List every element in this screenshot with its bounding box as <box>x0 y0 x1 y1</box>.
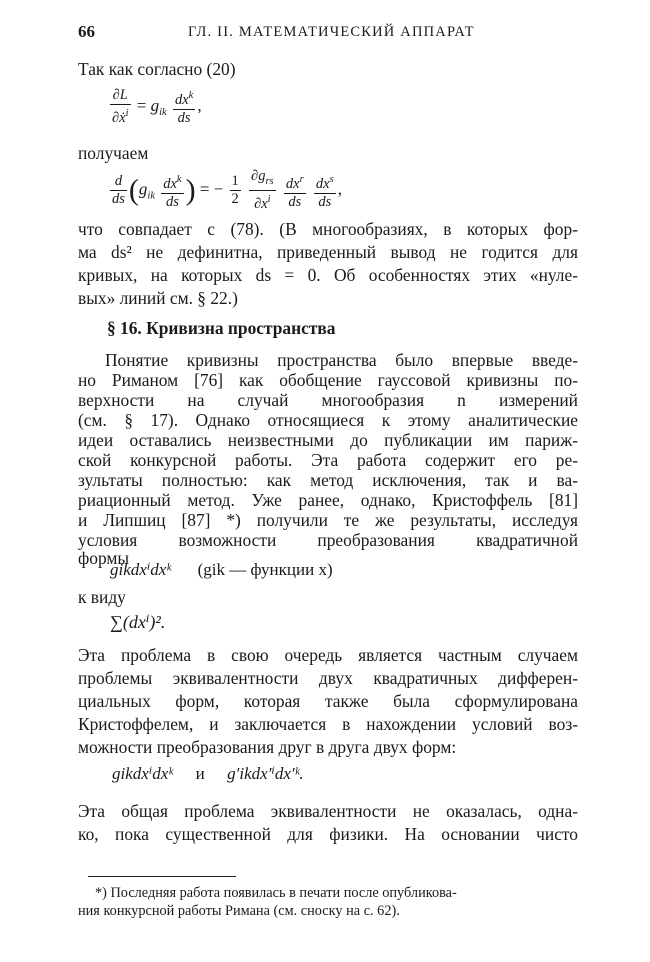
superscript: i <box>125 108 129 119</box>
form-right: g′ikdx′ⁱdx′ᵏ. <box>227 764 304 783</box>
fraction <box>173 87 195 127</box>
fraction-numerator: 1 <box>231 173 239 189</box>
fraction-numerator: d <box>110 173 127 191</box>
fraction-numerator: dx <box>174 92 189 108</box>
paragraph-line: ской конкурсной работы. Эта работа содержит его ре- <box>78 450 578 470</box>
fraction-denominator: ds <box>288 193 302 210</box>
paragraph-line: зультаты полностью: как метод исключения, так и ва- <box>78 470 578 490</box>
paragraph-line: ко, пока существенной для физики. На основании чисто <box>78 824 578 844</box>
equation-1 <box>108 87 202 127</box>
fraction-numerator: dx <box>285 175 300 192</box>
fraction <box>230 173 241 208</box>
fraction <box>110 173 127 208</box>
paragraph-line: Понятие кривизны пространства было впервые введе- <box>105 350 578 370</box>
paragraph-line: можности преобразования друг в друга двух форм: <box>78 737 457 757</box>
paragraph-line: что совпадает с (78). (В многообразиях, в которых фор- <box>78 219 578 239</box>
equation-4: ∑(dxⁱ)². <box>110 612 166 632</box>
fraction <box>161 171 183 211</box>
fraction-numerator: dx <box>163 175 177 192</box>
paragraph-line: Эта общая проблема эквивалентности не оказалась, одна- <box>78 801 578 821</box>
equation-3 <box>110 560 333 580</box>
paragraph-line: вых» линий см. § 22.) <box>78 288 238 308</box>
footnote-line: ния конкурсной работы Римана (см. сноску на с. 62). <box>78 903 400 919</box>
footnote-rule <box>88 876 236 877</box>
subscript: ik <box>159 106 167 118</box>
fraction-numerator: ∂L <box>110 87 131 105</box>
superscript: k <box>176 173 182 185</box>
equation-note: (gik — функции x) <box>197 560 333 579</box>
paragraph-line: и Липшиц [87] *) получили те же результаты, исследуя <box>78 510 578 530</box>
paragraph-line: формы <box>78 548 130 568</box>
punctuation: , <box>197 95 202 115</box>
superscript: k <box>188 90 194 101</box>
fraction-denominator: ∂x <box>254 196 268 212</box>
fraction-numerator: dx <box>315 175 330 192</box>
superscript: s <box>329 173 334 185</box>
quadratic-form: gikdxⁱdxᵏ <box>110 560 172 579</box>
punctuation: , <box>337 179 342 199</box>
conjunction: и <box>195 764 205 783</box>
equation-2: $\frac{d}{ds}$ ($g_{ik}$ $\frac{dx^k}{ds}$ ) = − $\frac{1}{2}$ $\frac{\partial g_{rs}}{\partial x^i}$ $\frac{dx^r}{ds}$ $\frac{dx^s}{ds}$ , <box>112 168 342 212</box>
subscript: rs <box>265 176 274 187</box>
metric-tensor: g <box>150 95 160 115</box>
superscript: i <box>267 194 271 205</box>
section-title: § 16. Кривизна пространства <box>107 318 336 338</box>
fraction <box>249 168 276 213</box>
fraction-denominator: 2 <box>231 191 239 207</box>
paragraph-line: ма ds² не дефинитна, приведенный вывод не годится для <box>78 242 578 262</box>
paragraph-line: проблемы эквивалентности двух квадратичных дифферен- <box>78 668 578 688</box>
paragraph-line: идеи оставались неизвестными до публикации им париж- <box>78 430 578 450</box>
subscript: ik <box>147 190 155 202</box>
running-title: ГЛ. II. МАТЕМАТИЧЕСКИЙ АППАРАТ <box>188 24 475 40</box>
paragraph-line: но Риманом [76] как обобщение гауссовой кривизны по- <box>78 370 578 390</box>
paragraph-line: условия возможности преобразования квадратичной <box>78 530 578 550</box>
metric-tensor: g <box>138 179 148 199</box>
page-header <box>78 22 574 44</box>
paragraph-line: (см. § 17). Однако относящиеся к этому аналитические <box>78 410 578 430</box>
paragraph-line: верхности на случай многообразия n измерений <box>78 390 578 410</box>
page-number: 66 <box>78 22 95 41</box>
paragraph-line: кривых, на которых ds = 0. Об особенностях этих «нуле- <box>78 265 578 285</box>
fraction <box>110 87 131 127</box>
paragraph-line: риационный метод. Уже ранее, однако, Кристоффель [81] <box>78 490 578 510</box>
fraction-denominator: ds <box>112 191 125 207</box>
paragraph-line: Эта проблема в свою очередь является частным случаем <box>78 645 578 665</box>
fraction-denominator: ds <box>318 193 332 210</box>
fraction-numerator: ∂g <box>251 168 266 184</box>
superscript: r <box>299 173 304 185</box>
paragraph-line: циальных форм, которая также была сформулирована <box>78 691 578 711</box>
form-left: gikdxⁱdxᵏ <box>112 764 174 783</box>
fraction <box>284 171 306 211</box>
equals-sign: = <box>136 95 147 115</box>
equals-minus-sign: = − <box>199 179 224 199</box>
fraction-denominator: ds <box>177 110 191 126</box>
fraction-denominator: ds <box>165 193 179 210</box>
paragraph-line: получаем <box>78 143 149 163</box>
footnote-line: *) Последняя работа появилась в печати после опубликова- <box>95 885 457 901</box>
paragraph-line: к виду <box>78 587 126 607</box>
paragraph-line: Так как согласно (20) <box>78 59 236 79</box>
fraction <box>314 171 336 211</box>
paragraph-line: Кристоффелем, и заключается в нахождении условий воз- <box>78 714 578 734</box>
equation-5 <box>112 764 304 784</box>
fraction-denominator: ∂ẋ <box>112 110 126 126</box>
